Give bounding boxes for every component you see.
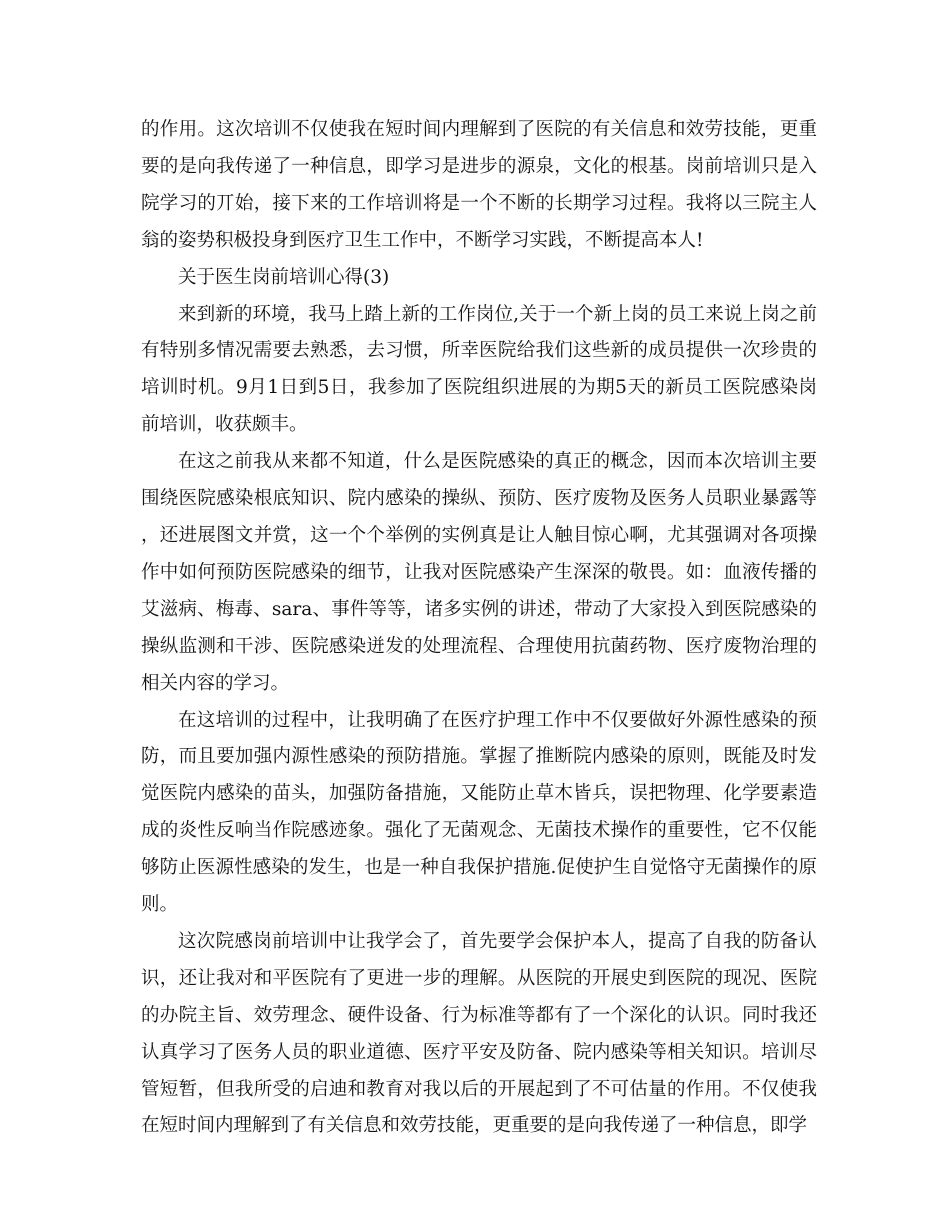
paragraph-continuation: 的作用。这次培训不仅使我在短时间内理解到了医院的有关信息和效劳技能，更重要的是向我传递了一种信息，即学习是进步的源泉，文化的根基。岗前培训只是入院学习的丌始，接下来的工作培训将是一个不断的长期学习过程。我将以三院主人翁的姿势积极投身到医疗卫生工作中，不断学习实践，不断提高本人!	[141, 119, 817, 251]
paragraph-2: 在这之前我从来都不知道，什么是医院感染的真正的概念，因而本次培训主要围绕医院感染根底知识、院内感染的操纵、预防、医疗废物及医务人员职业暴露等，还进展图文并赏，这一个个举例的实例真是让人触目惊心啊，尤其强调对各项操作中如何预防医院感染的细节，让我对医院感染产生深深的敬畏。如：血液传播的艾滋病、梅毒、sara、事件等等，诸多实例的讲述，带动了大家投入到医院感染的操纵监测和干涉、医院感染迸发的处理流程、合理使用抗菌药物、医疗废物治理的相关内容的学习。	[141, 451, 817, 694]
section-heading: 关于医生岗前培训心得(3)	[178, 266, 390, 288]
paragraph-3: 在这培训的过程中，让我明确了在医疗护理工作中不仅要做好外源性感染的预防，而且要加强内源性感染的预防措施。掌握了推断院内感染的原则，既能及时发觉医院内感染的苗头，加强防备措施，又能防止草木皆兵，误把物理、化学要素造成的炎性反响当作院感迹象。强化了无菌观念、无菌技术操作的重要性，它不仅能够防止医源性感染的发生，也是一种自我保护措施.促使护生自觉恪守无菌操作的原则。	[141, 709, 817, 916]
document-body	[141, 112, 817, 1145]
paragraph-4: 这次院感岗前培训中让我学会了，首先要学会保护本人，提高了自我的防备认识，还让我对和平医院有了更进一步的理解。从医院的开展史到医院的现况、医院的办院主旨、效劳理念、硬件设备、行为标准等都有了一个深化的认识。同时我还认真学习了医务人员的职业道德、医疗平安及防备、院内感染等相关知识。培训尽管短暂，但我所受的启迪和教育对我以后的开展起到了不可估量的作用。不仅使我在短时间内理解到了有关信息和效劳技能，更重要的是向我传递了一种信息，即学	[141, 930, 817, 1137]
paragraph-1: 来到新的环境，我马上踏上新的工作岗位,关于一个新上岗的员工来说上岗之前有特别多情况需要去熟悉，去习惯，所幸医院给我们这些新的成员提供一次珍贵的培训时机。9月1日到5日，我参加了医院组织进展的为期5天的新员工医院感染岗前培训，收获颇丰。	[141, 303, 817, 436]
